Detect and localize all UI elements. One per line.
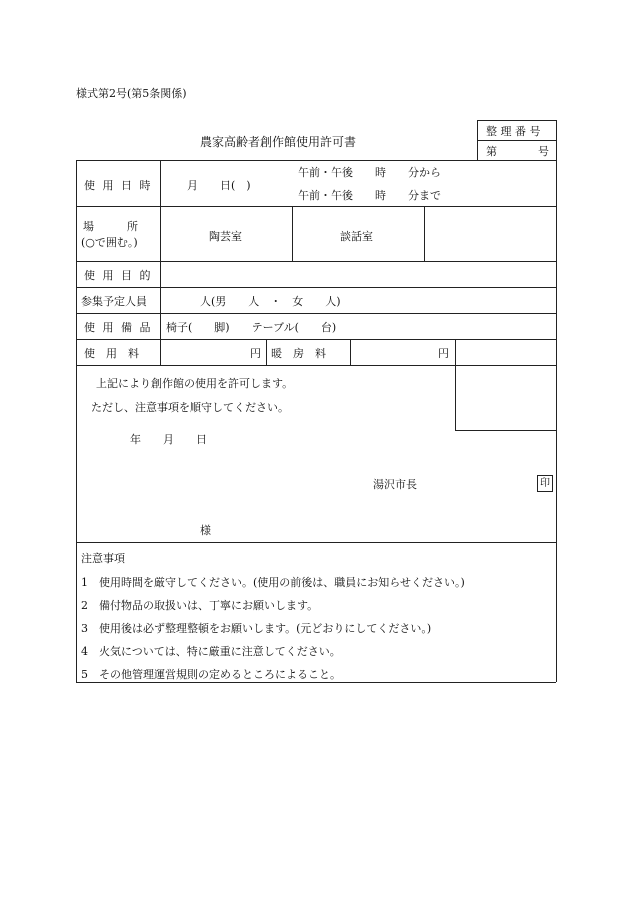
heating-fee-yen: 円 — [438, 347, 449, 360]
place-label-note: (○で囲む。) — [81, 236, 138, 249]
usage-date-value: 月 日( ) — [187, 179, 251, 192]
notes-item: 3 使用後は必ず整理整頓をお願いします。(元どおりにしてください。) — [81, 622, 432, 635]
notes-item: 1 使用時間を厳守してください。(使用の前後は、職員にお知らせください。) — [81, 576, 465, 589]
place-label: 場 所 — [83, 220, 138, 233]
notes-item: 2 備付物品の取扱いは、丁寧にお願いします。 — [81, 599, 319, 612]
form-number: 様式第2号(第5条関係) — [76, 87, 187, 100]
notes-heading: 注意事項 — [81, 552, 125, 565]
purpose-label: 使 用 目 的 — [84, 269, 153, 282]
attendees-value: 人(男 人 ・ 女 人) — [200, 295, 341, 308]
notes-item: 4 火気については、特に厳重に注意してください。 — [81, 645, 341, 658]
registration-number-go: 号 — [538, 145, 549, 158]
fee-label: 使 用 料 — [84, 347, 139, 360]
seal-stamp: 印 — [537, 475, 553, 492]
page-title: 農家高齢者創作館使用許可書 — [200, 135, 357, 149]
equipment-value: 椅子( 脚) テーブル( 台) — [166, 321, 337, 334]
place-option-pottery[interactable]: 陶芸室 — [209, 230, 242, 243]
heating-fee-label: 暖 房 料 — [271, 347, 326, 360]
equipment-label: 使 用 備 品 — [84, 321, 153, 334]
permit-text-line1: 上記により創作館の使用を許可します。 — [96, 377, 294, 390]
permit-text-line2: ただし、注意事項を順守してください。 — [91, 401, 289, 414]
registration-number-label: 整 理 番 号 — [486, 125, 541, 138]
recipient-label: 様 — [200, 524, 211, 537]
attendees-label: 参集予定人員 — [81, 295, 147, 308]
registration-number-dai: 第 — [486, 145, 497, 158]
usage-time-from: 午前・午後 時 分から — [298, 166, 441, 179]
usage-time-to: 午前・午後 時 分まで — [298, 189, 441, 202]
usage-datetime-label: 使 用 日 時 — [84, 179, 153, 192]
permit-date: 年 月 日 — [130, 433, 207, 446]
issuer-name: 湯沢市長 — [373, 478, 417, 491]
place-option-lounge[interactable]: 談話室 — [340, 230, 373, 243]
notes-item: 5 その他管理運営規則の定めるところによること。 — [81, 668, 341, 681]
fee-yen: 円 — [250, 347, 261, 360]
